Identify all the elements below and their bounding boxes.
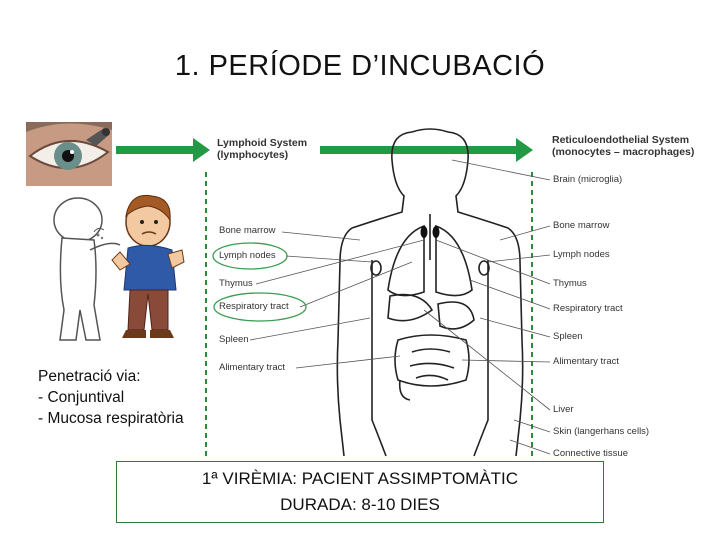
human-body-outline — [337, 129, 522, 456]
penetration-heading: Penetració via: — [38, 368, 141, 385]
reticulo-label: Skin (langerhans cells) — [553, 426, 650, 437]
lymphoid-label: Bone marrow — [219, 225, 276, 236]
lymphoid-label: Respiratory tract — [219, 301, 289, 312]
penetration-item: - Conjuntival — [38, 389, 125, 406]
reticulo-label: Brain (microglia) — [553, 174, 623, 185]
lymphoid-label: Thymus — [219, 278, 253, 289]
reticulo-label: Liver — [553, 404, 574, 415]
reticulo-header — [552, 134, 694, 158]
reticulo-label: Respiratory tract — [553, 303, 623, 314]
lymphoid-label: Lymph nodes — [219, 250, 276, 261]
reticulo-label: Spleen — [553, 331, 583, 342]
lymphoid-header-line2: (lymphocytes) — [217, 149, 289, 161]
slide-title: 1. PERÍODE D’INCUBACIÓ — [174, 50, 546, 82]
summary-line2: DURADA: 8-10 DIES — [280, 495, 440, 514]
reticulo-label: Thymus — [553, 278, 587, 289]
arrow-to-lymphoid — [116, 138, 210, 162]
reticulo-label: Alimentary tract — [553, 356, 619, 367]
reticulo-header-line1: Reticuloendothelial System — [552, 134, 690, 146]
arrow-to-reticulo — [320, 138, 533, 162]
penetration-item: - Mucosa respiratòria — [38, 410, 184, 427]
lymphoid-label: Spleen — [219, 334, 249, 345]
lymphoid-label: Alimentary tract — [219, 362, 285, 373]
summary-box — [116, 461, 604, 523]
lymphoid-header-line1: Lymphoid System — [217, 137, 308, 149]
reticulo-label: Connective tissue — [553, 448, 628, 459]
penetration-block — [38, 366, 184, 429]
summary-line1: 1ª VIRÈMIA: PACIENT ASSIMPTOMÀTIC — [201, 469, 519, 488]
reticulo-header-line2: (monocytes – macrophages) — [552, 146, 695, 158]
reticulo-label: Bone marrow — [553, 220, 610, 231]
lymphoid-header — [217, 137, 307, 161]
reticulo-label: Lymph nodes — [553, 249, 610, 260]
